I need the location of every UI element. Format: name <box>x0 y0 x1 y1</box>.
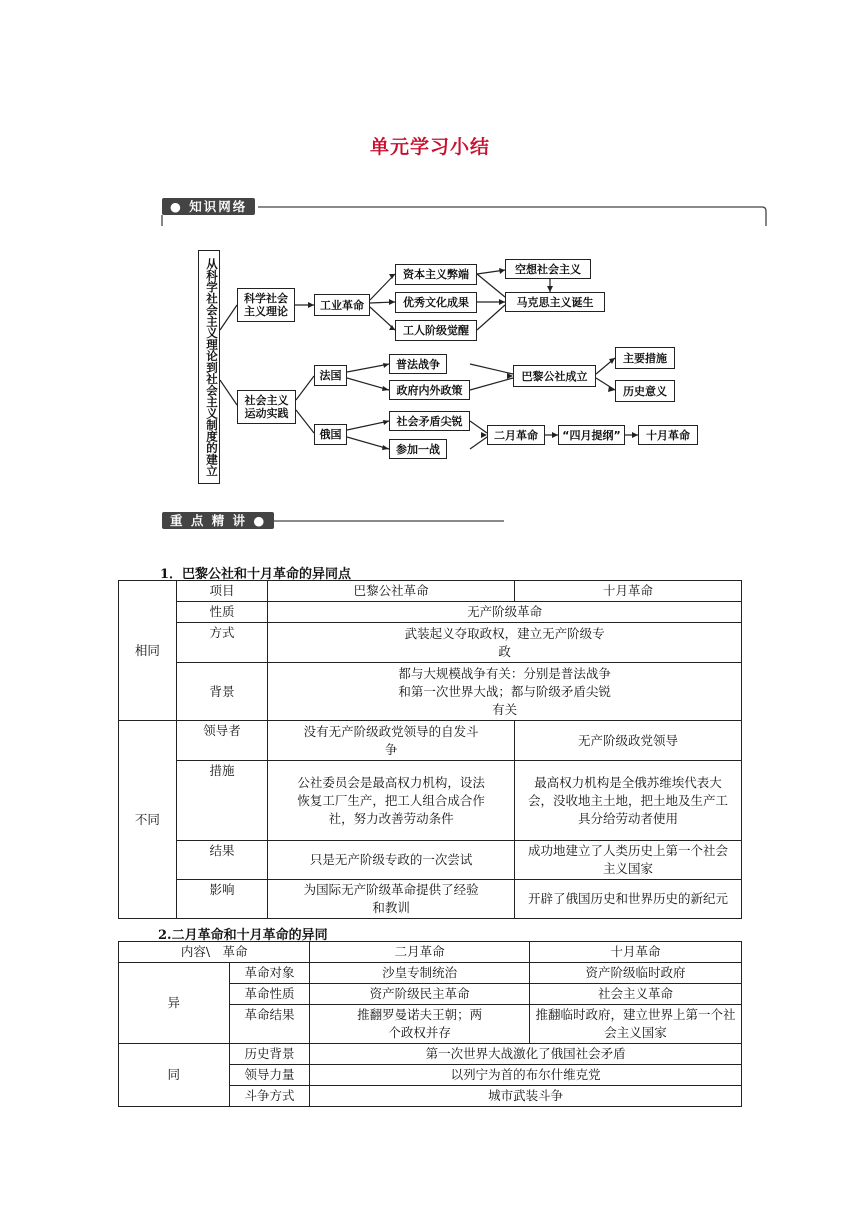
row-item: 领导力量 <box>229 1065 310 1086</box>
row-paris-inner: 公社委员会是最高权力机构，设法恢复工厂生产，把工人组合成合作社，努力改善劳动条件 <box>297 774 485 826</box>
row-text: 无产阶级革命 <box>268 602 742 623</box>
row-october-inner: 最高权力机构是全俄苏维埃代表大会，没收地主土地，把土地及生产工具分给劳动者使用 <box>527 774 728 826</box>
row-oct <box>529 1005 741 1044</box>
row-item: 影响 <box>176 880 268 919</box>
row-october <box>515 841 742 880</box>
network-historical-significance: 历史意义 <box>615 380 675 402</box>
row-text: 城市武装斗争 <box>310 1086 742 1107</box>
row-text-inner: 武装起义夺取政权，建立无产阶级专政 <box>404 625 605 659</box>
row-text: 以列宁为首的布尔什维克党 <box>310 1065 742 1086</box>
row-text-inner: 都与大规模战争有关：分别是普法战争和第一次世界大战；都与阶级矛盾尖锐有关 <box>398 665 611 717</box>
table-header-cell: 二月革命 <box>310 942 530 963</box>
row-october-inner: 开辟了俄国历史和世界历史的新纪元 <box>527 891 728 906</box>
network-franco-prussian-war: 普法战争 <box>389 354 447 374</box>
row-paris-inner: 没有无产阶级政党领导的自发斗争 <box>303 723 479 757</box>
row-october <box>515 880 742 919</box>
network-april-theses: “四月提纲” <box>558 425 625 445</box>
knowledge-network-tag: ● 知识网络 <box>162 198 255 215</box>
row-item: 措施 <box>176 761 268 841</box>
network-practice-label: 社会主义运动实践 <box>244 394 289 420</box>
row-paris: 只是无产阶级专政的一次尝试 <box>268 841 515 880</box>
table-row <box>119 623 742 663</box>
row-item: 斗争方式 <box>229 1086 310 1107</box>
network-russia: 俄国 <box>314 424 347 445</box>
key-points-tag: 重 点 精 讲 ● <box>162 512 274 529</box>
network-domestic-foreign-policy: 政府内外政策 <box>389 380 470 400</box>
row-item: 革命结果 <box>229 1005 310 1044</box>
table-header-cell: 十月革命 <box>529 942 741 963</box>
network-france: 法国 <box>314 365 347 386</box>
table-row <box>119 602 742 623</box>
table-row <box>119 963 742 984</box>
network-workers-awakening: 工人阶级觉醒 <box>395 320 477 341</box>
table-header-cell: 十月革命 <box>515 581 742 602</box>
row-feb <box>310 1005 530 1044</box>
table-row <box>119 761 742 841</box>
row-october: 无产阶级政党领导 <box>515 721 742 761</box>
row-oct-inner: 推翻临时政府，建立世界上第一个社会主义国家 <box>535 1007 736 1040</box>
table1-header-row <box>119 581 742 602</box>
table-row <box>119 663 742 721</box>
row-feb: 资产阶级民主革命 <box>310 984 530 1005</box>
row-october-inner: 成功地建立了人类历史上第一个社会主义国家 <box>527 843 728 876</box>
row-item: 结果 <box>176 841 268 880</box>
row-item: 性质 <box>176 602 268 623</box>
row-oct: 资产阶级临时政府 <box>529 963 741 984</box>
row-item: 革命性质 <box>229 984 310 1005</box>
table1 <box>118 580 742 919</box>
network-utopian-socialism: 空想社会主义 <box>505 259 591 279</box>
network-main-measures: 主要措施 <box>615 347 675 369</box>
row-item: 背景 <box>176 663 268 721</box>
table-header-cell: 项目 <box>176 581 268 602</box>
network-culture-results: 优秀文化成果 <box>395 292 477 313</box>
row-feb: 沙皇专制统治 <box>310 963 530 984</box>
table2-heading: 2.二月革命和十月革命的异同 <box>158 928 328 943</box>
table1-same-label: 相同 <box>119 581 177 721</box>
table2 <box>118 941 742 1107</box>
page-title: 单元学习小结 <box>369 136 490 158</box>
row-item: 方式 <box>176 623 268 663</box>
table-header-cell: 巴黎公社革命 <box>268 581 515 602</box>
table2-diff-label: 异 <box>119 963 230 1044</box>
row-item: 领导者 <box>176 721 268 761</box>
network-theory-label: 科学社会主义理论 <box>244 292 288 318</box>
row-paris <box>268 880 515 919</box>
row-october <box>515 761 742 841</box>
network-root: 从科学社会主义理论到社会主义制度的建立 <box>198 250 220 484</box>
table-row <box>119 841 742 880</box>
row-feb-inner: 推翻罗曼诺夫王朝；两个政权并存 <box>357 1007 483 1040</box>
table-row <box>119 721 742 761</box>
table2-same-label: 同 <box>119 1044 230 1107</box>
table-row <box>119 880 742 919</box>
table-row <box>119 1044 742 1065</box>
network-social-contradictions: 社会矛盾尖锐 <box>389 411 470 431</box>
network-theory <box>237 288 295 322</box>
network-paris-commune: 巴黎公社成立 <box>513 365 596 387</box>
table2-header-row <box>119 942 742 963</box>
network-marxism-birth: 马克思主义诞生 <box>505 292 605 312</box>
network-join-war: 参加一战 <box>389 439 447 459</box>
row-paris <box>268 721 515 761</box>
network-february-revolution: 二月革命 <box>487 425 545 445</box>
row-text <box>268 623 742 663</box>
row-paris-inner: 为国际无产阶级革命提供了经验和教训 <box>303 882 479 915</box>
table1-diff-label: 不同 <box>119 721 177 919</box>
row-paris <box>268 761 515 841</box>
network-capitalism-flaws: 资本主义弊端 <box>395 264 477 285</box>
network-october-revolution: 十月革命 <box>638 425 698 445</box>
row-item: 历史背景 <box>229 1044 310 1065</box>
table1-heading: 1．巴黎公社和十月革命的异同点 <box>160 567 352 582</box>
row-oct: 社会主义革命 <box>529 984 741 1005</box>
network-industrial-revolution: 工业革命 <box>314 294 370 316</box>
table-header-cell: 内容\ 革命 <box>119 942 310 963</box>
row-item: 革命对象 <box>229 963 310 984</box>
network-practice <box>237 390 296 424</box>
row-text: 第一次世界大战激化了俄国社会矛盾 <box>310 1044 742 1065</box>
row-text <box>268 663 742 721</box>
